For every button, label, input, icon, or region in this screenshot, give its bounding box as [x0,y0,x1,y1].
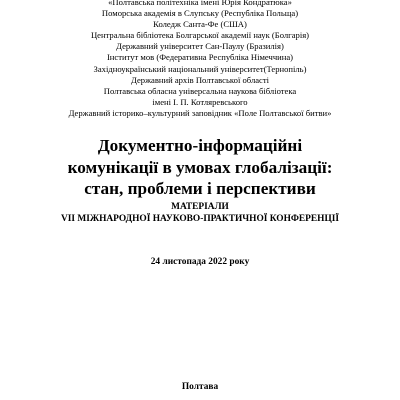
institution-line: Державний історико–культурний заповідник «Поле Полтавської битви» [68,107,332,118]
conference-date: 24 листопада 2022 року [150,257,250,267]
title-line: стан, проблеми і перспективи [84,179,316,198]
institution-line: Державний університет Сан-Паулу (Бразилія) [116,41,284,52]
institution-line: Інститут мов (Федеративна Республіка Німеччина) [106,52,294,63]
institutions-list [0,0,400,119]
institution-line: Поморська академія в Слупську (Республіка Польща) [101,8,299,19]
institution-line: Державний архів Полтавської області [130,74,270,85]
title-line: Документно-інформаційні [97,136,303,155]
publication-city: Полтава [181,382,219,392]
conference-name: VІІ МІЖНАРОДНОЇ НАУКОВО-ПРАКТИЧНОЇ КОНФЕРЕНЦІЇ [60,213,340,224]
institution-line: Коледж Санта-Фе (США) [153,19,247,30]
document-title [0,135,400,200]
institution-line: Полтавська обласна універсальна наукова бібліотека [103,85,297,96]
materials-heading [0,202,400,225]
institution-line: Західноукраїнський національний університет(Тернопіль) [93,63,307,74]
institution-line: «Полтавська політехніка імені Юрія Кондратюка» [108,0,292,7]
institution-line: Центральна бібліотека Болгарської академії наук (Болгарія) [90,30,310,41]
institution-line: імені І. П. Котляревського [152,96,248,107]
materials-label: МАТЕРІАЛИ [171,202,229,212]
title-line: комунікації в умовах глобалізації: [67,157,333,177]
